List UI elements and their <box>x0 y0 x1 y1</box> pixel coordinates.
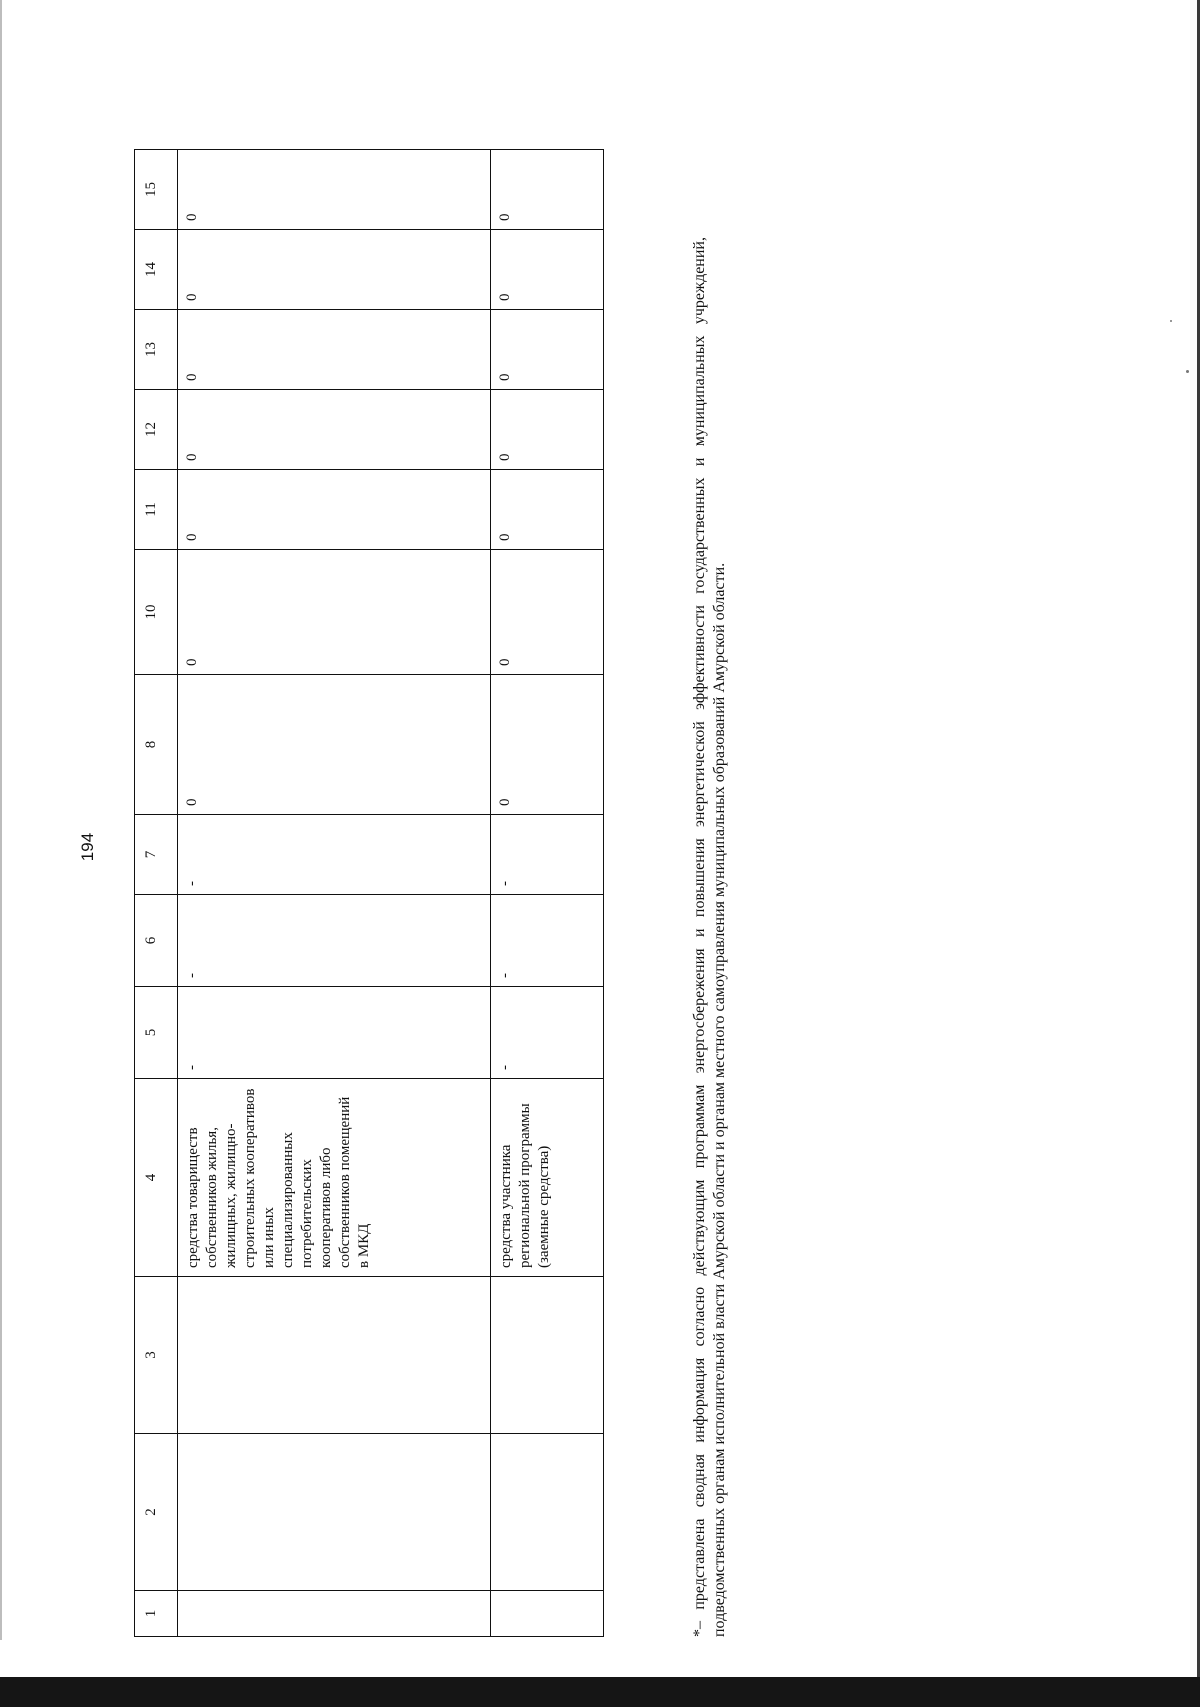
col-header: 5 <box>135 987 178 1079</box>
table-row <box>491 150 604 1637</box>
col-header: 14 <box>135 230 178 310</box>
table-cell <box>491 1591 604 1637</box>
table-cell <box>491 1434 604 1591</box>
table-cell <box>178 1591 491 1637</box>
data-table <box>134 149 604 1637</box>
table-cell: 0 <box>491 550 604 675</box>
header-row <box>135 150 178 1637</box>
table-cell: - <box>178 895 491 987</box>
funding-source-cell: средства участника региональной программы (заемные средства) <box>491 1079 604 1277</box>
table-cell: 0 <box>178 310 491 390</box>
col-header: 13 <box>135 310 178 390</box>
table-cell: - <box>178 987 491 1079</box>
table-cell: 0 <box>491 310 604 390</box>
table-cell: 0 <box>491 390 604 470</box>
table-cell: 0 <box>178 550 491 675</box>
funding-source-cell: средства товариществ собственников жилья, жилищных, жилищно-строительных кооперативов или иных специализированных потребительских кооперативов либо собственников помещений в МКД <box>178 1079 491 1277</box>
col-header: 6 <box>135 895 178 987</box>
table-cell: 0 <box>491 230 604 310</box>
table-cell: 0 <box>178 675 491 815</box>
table-cell <box>178 1277 491 1434</box>
table-cell: 0 <box>491 675 604 815</box>
table-cell: 0 <box>178 150 491 230</box>
table-cell: - <box>178 815 491 895</box>
table-cell <box>491 1277 604 1434</box>
table-cell <box>178 1434 491 1591</box>
col-header: 11 <box>135 470 178 550</box>
table-cell: 0 <box>491 150 604 230</box>
footnote: *– представлена сводная информация согласно действующим программам энергосбережения и повышения энергетической эффективности государственных и муниципальных учреждений, подведомственных органам исполнительной власти Амурской области и органам местного самоуправления муниципальных образований Амурской области. <box>691 237 728 1637</box>
col-header: 4 <box>135 1079 178 1277</box>
col-header: 1 <box>135 1591 178 1637</box>
col-header: 10 <box>135 550 178 675</box>
col-header: 3 <box>135 1277 178 1434</box>
col-header: 7 <box>135 815 178 895</box>
table-cell: - <box>491 895 604 987</box>
table-cell: 0 <box>178 390 491 470</box>
col-header: 15 <box>135 150 178 230</box>
col-header: 2 <box>135 1434 178 1591</box>
table-cell: 0 <box>178 470 491 550</box>
table-cell: - <box>491 815 604 895</box>
page-number: 194 <box>78 832 97 862</box>
table-cell: - <box>491 987 604 1079</box>
table-cell: 0 <box>178 230 491 310</box>
col-header: 12 <box>135 390 178 470</box>
col-header: 8 <box>135 675 178 815</box>
table-row <box>178 150 491 1637</box>
table-cell: 0 <box>491 470 604 550</box>
